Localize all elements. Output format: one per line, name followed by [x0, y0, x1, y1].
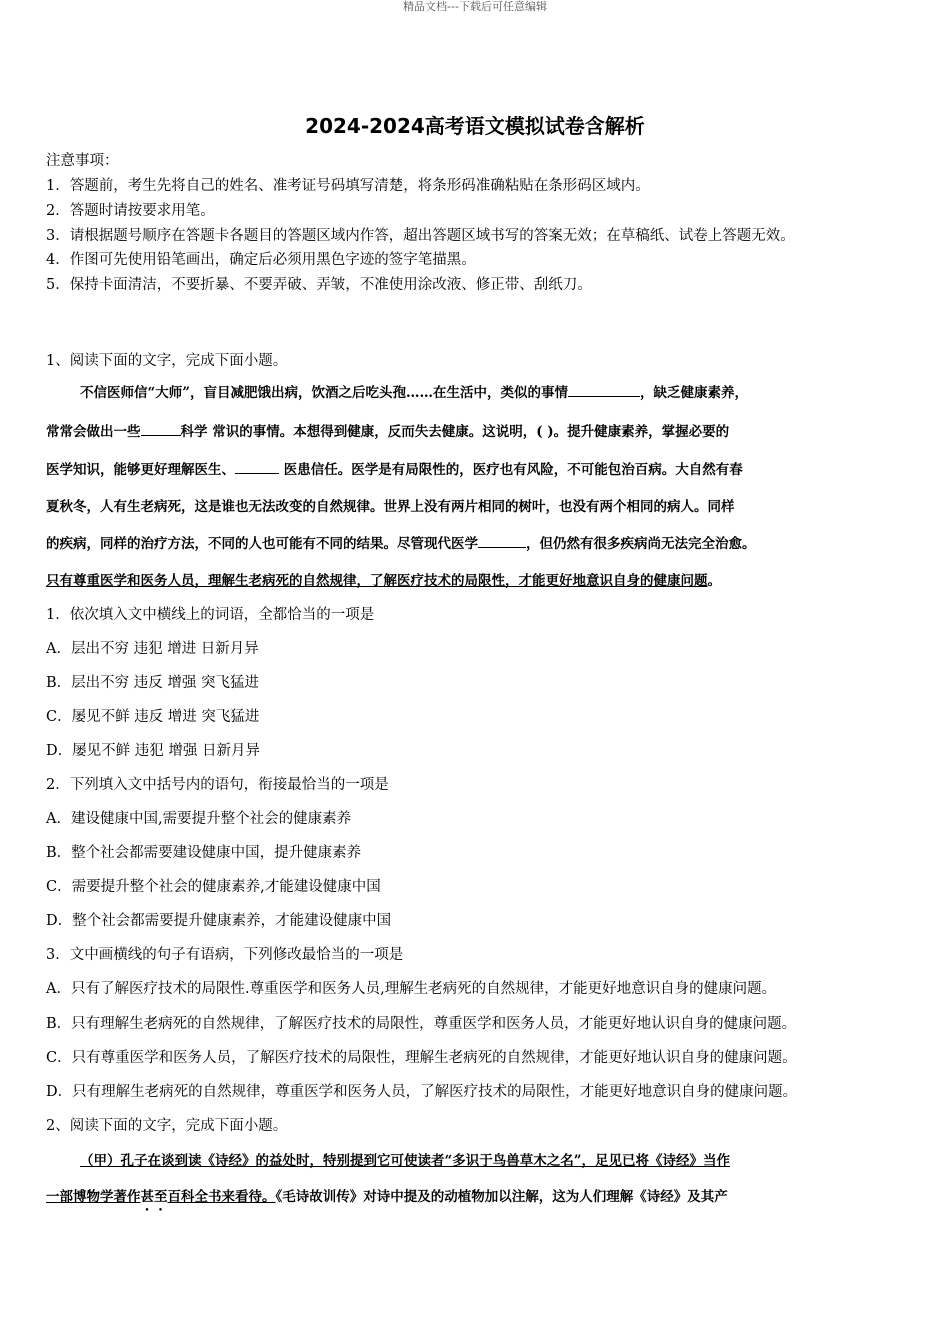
question-option: D．只有理解生老病死的自然规律，尊重医学和医务人员，了解医疗技术的局限性，才能更好地意识自身的健康问题。 — [46, 1084, 798, 1100]
passage-line — [46, 459, 743, 481]
passage-text: ，但仍然有很多疾病尚无法完全治愈。 — [526, 536, 756, 552]
fill-blank — [141, 421, 181, 436]
passage-line — [46, 1186, 728, 1214]
notice-heading: 注意事项： — [46, 153, 119, 169]
passage-line: 夏秋冬，人有生老病死，这是谁也无法改变的自然规律。世界上没有两片相同的树叶，也没有两个相同的病人。同样 — [46, 499, 735, 515]
passage-line — [80, 382, 748, 404]
notice-item: 3．请根据题号顺序在答题卡各题目的答题区域内作答，超出答题区域书写的答案无效；在草稿纸、试卷上答题无效。 — [46, 228, 795, 244]
passage-line — [46, 570, 721, 592]
passage-text: 医患信任。医学是有局限性的，医疗也有风险，不可能包治百病。大自然有春 — [279, 462, 743, 478]
emphasized-word: 甚至 — [140, 1189, 168, 1205]
question-option: D．整个社会都需要提升健康素养，才能建设健康中国 — [46, 913, 392, 929]
question-stem: 1．依次填入文中横线上的词语，全都恰当的一项是 — [46, 607, 375, 623]
passage-text: 常常会做出一些 — [46, 424, 141, 440]
passage-line — [80, 1150, 730, 1172]
passage-text: 的疾病，同样的治疗方法，不同的人也可能有不同的结果。尽管现代医学 — [46, 536, 478, 552]
section2-heading: 2、阅读下面的文字，完成下面小题。 — [46, 1118, 288, 1134]
question-stem: 2．下列填入文中括号内的语句，衔接最恰当的一项是 — [46, 777, 389, 793]
question-option: A．层出不穷 违犯 增进 日新月异 — [46, 641, 259, 657]
question-option: C．屡见不鲜 违反 增进 突飞猛进 — [46, 709, 260, 725]
passage-text: 医学知识，能够更好理解医生、 — [46, 462, 235, 478]
notice-item: 5．保持卡面清洁，不要折暴、不要弄破、弄皱，不准使用涂改液、修正带、刮纸刀。 — [46, 277, 592, 293]
header-note: 精品文档---下载后可任意编辑 — [403, 0, 547, 13]
notice-item: 2．答题时请按要求用笔。 — [46, 203, 215, 219]
underlined-sentence: 只有尊重医学和医务人员，理解生老病死的自然规律，了解医疗技术的局限性，才能更好地意识自身的健康问题 — [46, 573, 708, 589]
passage-text: 不信医师信“大师”，盲目减肥饿出病，饮酒之后吃头孢……在生活中，类似的事情 — [80, 385, 569, 401]
fill-blank — [235, 459, 279, 474]
question-option: B．只有理解生老病死的自然规律，了解医疗技术的局限性，尊重医学和医务人员，才能更好地认识自身的健康问题。 — [46, 1016, 797, 1032]
question-option: A．建设健康中国,需要提升整个社会的健康素养 — [46, 811, 352, 827]
passage-text: 。 — [707, 573, 721, 589]
underlined-sentence: （甲）孔子在谈到读《诗经》的益处时，特别提到它可使读者“多识于鸟兽草木之名”，足见已将《诗经》当作 — [80, 1153, 731, 1169]
underlined-sentence: 一部博物学著作 — [46, 1189, 141, 1205]
notice-item: 1．答题前，考生先将自己的姓名、准考证号码填写清楚，将条形码准确粘贴在条形码区域内。 — [46, 178, 650, 194]
passage-line — [46, 533, 756, 555]
underlined-sentence: 百科全书来看待。 — [167, 1189, 276, 1205]
passage-text: 《毛诗故训传》对诗中提及的动植物加以注解，这为人们理解《诗经》及其产 — [275, 1189, 728, 1205]
page-title: 2024-2024高考语文模拟试卷含解析 — [305, 114, 645, 138]
section1-heading: 1、阅读下面的文字，完成下面小题。 — [46, 353, 288, 369]
question-option: B．层出不穷 违反 增强 突飞猛进 — [46, 675, 259, 691]
passage-text: ，缺乏健康素养， — [640, 385, 749, 401]
fill-blank — [568, 382, 640, 397]
passage-text: 科学 常识的事情。本想得到健康，反而失去健康。这说明，( )。提升健康素养，掌握必要的 — [180, 424, 730, 440]
notice-item: 4．作图可先使用铅笔画出，确定后必须用黑色字迹的签字笔描黑。 — [46, 252, 476, 268]
question-option: D．屡见不鲜 违犯 增强 日新月异 — [46, 743, 260, 759]
fill-blank — [478, 533, 526, 548]
passage-line — [46, 421, 729, 443]
question-stem: 3．文中画横线的句子有语病，下列修改最恰当的一项是 — [46, 947, 404, 963]
question-option: B．整个社会都需要建设健康中国，提升健康素养 — [46, 845, 362, 861]
question-option: C．需要提升整个社会的健康素养,才能建设健康中国 — [46, 879, 381, 895]
question-option: C．只有尊重医学和医务人员，了解医疗技术的局限性，理解生老病死的自然规律，才能更好地认识自身的健康问题。 — [46, 1050, 797, 1066]
question-option: A．只有了解医疗技术的局限性.尊重医学和医务人员,理解生老病死的自然规律，才能更好地意识自身的健康问题。 — [46, 981, 777, 997]
